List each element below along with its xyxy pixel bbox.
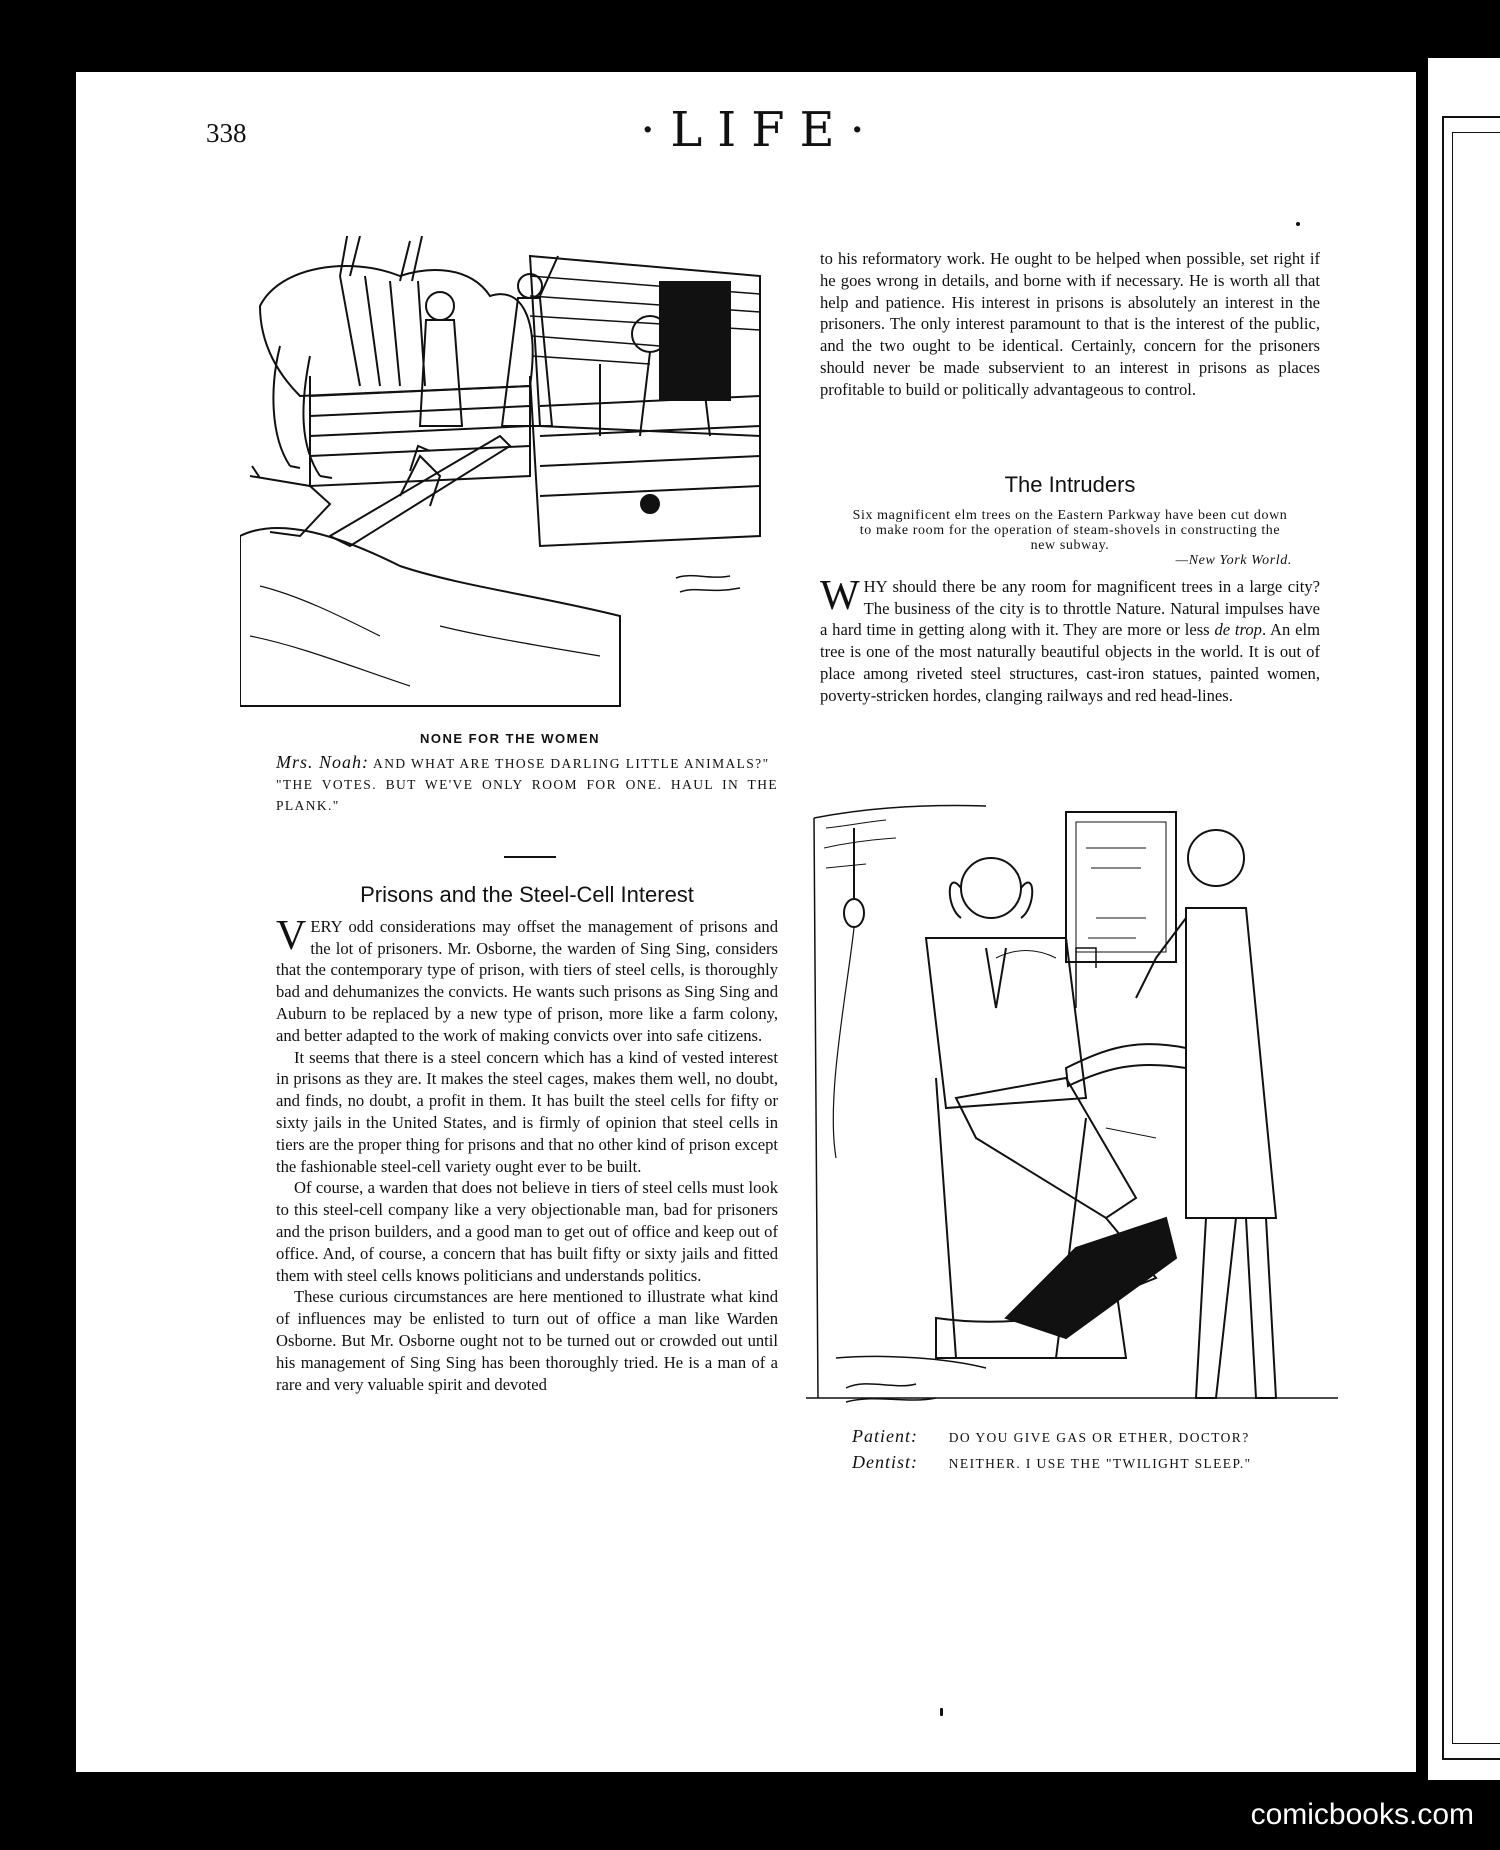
drop-cap: W xyxy=(820,572,860,619)
facing-page-inner-border xyxy=(1452,132,1500,1744)
paragraph-text: HY should there be any room for magnificent trees in a large city? The business of the city is to throttle Nature. Natural impulses have a hard time in getting along with it. They are more or less xyxy=(820,576,1320,640)
article-paragraph: Of course, a warden that does not believe in tiers of steel cells must look to this steel-cell company like a very objectionable man, bad for prisoners and the prison builders, and a good man to get out of office and keep out of office. And, of course, a concern that has built fifty or sixty jails and fitted them with steel cells knows politicians and understands politics. xyxy=(276,1178,778,1285)
paragraph-text: ERY odd considerations may offset the management of prisons and the lot of prisoners. Mr. Osborne, the warden of Sing Sing, considers that the contemporary type of prison, with tiers of steel cells, is thoroughly bad and dehumanizes the convicts. He wants such prisons as Sing Sing and Auburn to be replaced by a new type of prison, more like a farm colony, and better adapted to the work of making convicts over into safe citizens. xyxy=(276,916,778,1045)
ink-speck xyxy=(940,1708,943,1716)
caption-text-1: AND WHAT ARE THOSE DARLING LITTLE ANIMALS?" xyxy=(373,756,770,771)
caption-line-patient xyxy=(852,1424,1312,1450)
article-intruders xyxy=(820,474,1320,707)
epigraph-text: Six magnificent elm trees on the Eastern Parkway have been cut down to make room for the operation of steam-shovels in constructing the new subway. xyxy=(852,507,1288,553)
article-paragraph: These curious circumstances are here mentioned to illustrate what kind of influences may be enlisted to turn out of office a man like Warden Osborne. But Mr. Osborne ought not to be turned out or crowded out until his management of Sing Sing has been thoroughly tried. He is a man of a rare and very valuable spirit and devoted xyxy=(276,1287,778,1394)
caption-text-dentist: NEITHER. I USE THE "TWILIGHT SLEEP." xyxy=(948,1456,1252,1471)
dentist-illustration xyxy=(806,798,1338,1418)
paragraph-text: . An elm tree is one of the most naturally beautiful objects in the world. It is out of place among riveted steel structures, cast-iron statues, painted women, poverty-stricken hordes, clanging railways and red head-lines. xyxy=(820,620,1320,705)
drop-cap: V xyxy=(276,912,307,959)
epigraph-source: —New York World. xyxy=(1175,552,1292,568)
article-title-prisons: Prisons and the Steel-Cell Interest xyxy=(360,882,694,907)
article-prisons xyxy=(276,884,778,1395)
page-number: 338 xyxy=(206,118,247,148)
caption-line-2: "THE VOTES. BUT WE'VE ONLY ROOM FOR ONE. HAUL IN THE PLANK." xyxy=(276,777,778,813)
article-paragraph xyxy=(276,912,778,1047)
article-epigraph xyxy=(820,508,1320,568)
caption-speaker-dentist: Dentist: xyxy=(852,1452,918,1472)
caption-line-dentist xyxy=(852,1450,1312,1476)
cartoon-caption xyxy=(276,752,778,816)
section-divider xyxy=(504,856,556,858)
article-paragraph xyxy=(820,572,1320,707)
noahs-ark-illustration xyxy=(240,236,780,716)
ink-speck xyxy=(1296,222,1300,226)
article-prisons-continued xyxy=(820,248,1320,401)
paragraph-italic: de trop xyxy=(1214,620,1262,640)
masthead-life: ·LIFE· xyxy=(640,102,880,158)
caption-text-patient: DO YOU GIVE GAS OR ETHER, DOCTOR? xyxy=(948,1430,1250,1445)
cartoon-caption-title: NONE FOR THE WOMEN xyxy=(419,731,601,746)
dentist-caption xyxy=(852,1424,1312,1476)
article-paragraph: It seems that there is a steel concern which has a kind of vested interest in prisons as they are. It makes the steel cages, makes them well, no doubt, and finds, no doubt, a profit in them. It has built the steel cells for fifty or sixty jails in the United States, and is firmly of opinion that steel cells in tiers are the proper thing for prisons and that no other kind of prison except the fashionable steel-cell variety ought ever to be built. xyxy=(276,1047,778,1176)
caption-speaker-patient: Patient: xyxy=(852,1426,918,1446)
facing-page-edge xyxy=(1428,58,1500,1780)
caption-line-1 xyxy=(276,752,778,774)
watermark: comicbooks.com xyxy=(1250,1798,1474,1831)
article-title-intruders: The Intruders xyxy=(1004,472,1136,497)
caption-speaker-mrs-noah: Mrs. Noah: xyxy=(276,752,370,772)
article-paragraph: to his reformatory work. He ought to be helped when possible, set right if he goes wrong in details, and borne with if necessary. He is worth all that help and patience. His interest in prisons is absolutely an interest in the prisoners. The only interest paramount to that is the interest of the public, and the two ought to be identical. Certainly, concern for the prisoners should never be made subservient to an interest in prisons as places profitable to build or politically advantageous to control. xyxy=(820,249,1320,399)
